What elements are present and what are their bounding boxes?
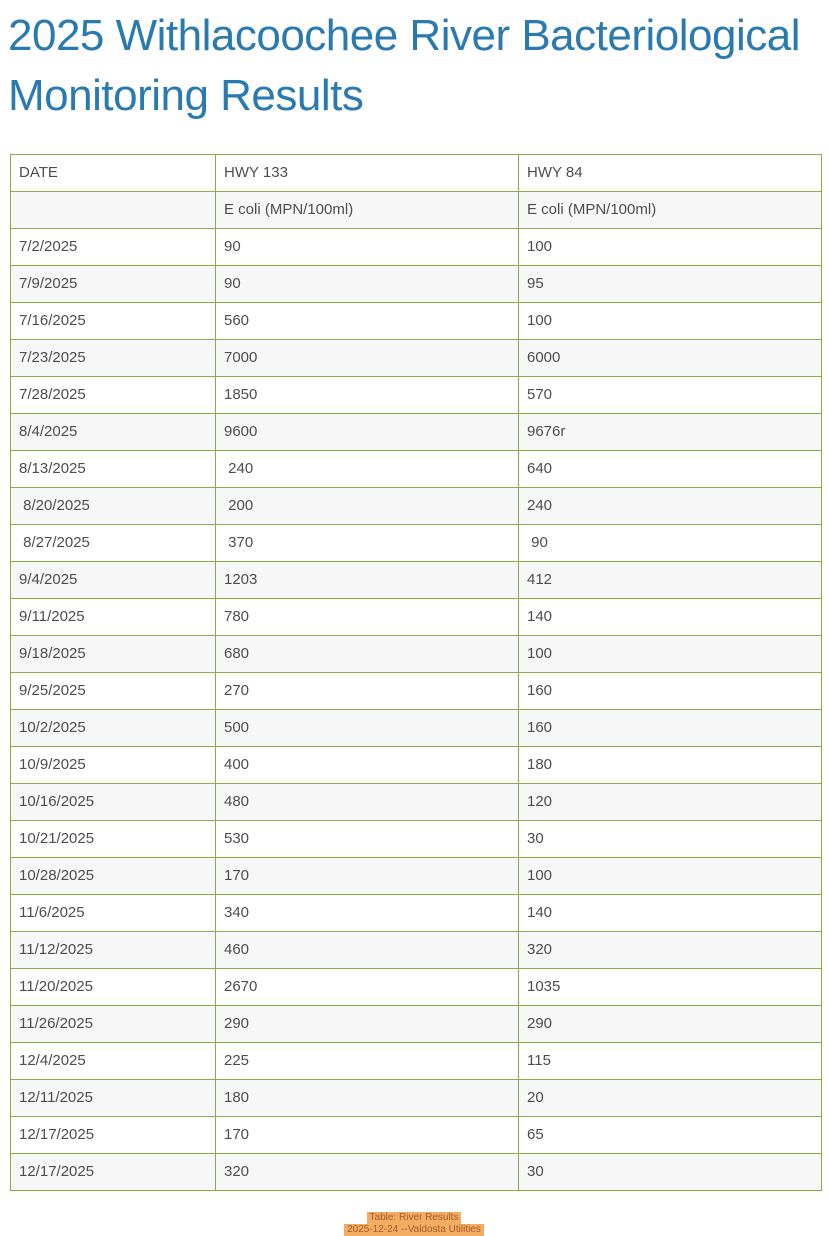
hwy133-cell: 290 — [216, 1006, 519, 1043]
hwy84-cell: 140 — [519, 895, 822, 932]
page-title — [0, 0, 828, 126]
table-row — [11, 858, 822, 895]
date-cell: 11/12/2025 — [11, 932, 216, 969]
hwy84-cell: 160 — [519, 673, 822, 710]
date-cell: 9/11/2025 — [11, 599, 216, 636]
hwy133-cell: 1203 — [216, 562, 519, 599]
hwy133-cell: 170 — [216, 858, 519, 895]
date-cell: 10/9/2025 — [11, 747, 216, 784]
header-cell-hwy133: HWY 133 — [216, 155, 519, 192]
hwy133-cell: 180 — [216, 1080, 519, 1117]
date-cell: 7/16/2025 — [11, 303, 216, 340]
table-row — [11, 599, 822, 636]
date-cell: 10/21/2025 — [11, 821, 216, 858]
hwy84-cell: 120 — [519, 784, 822, 821]
hwy133-cell: 2670 — [216, 969, 519, 1006]
hwy133-cell: 500 — [216, 710, 519, 747]
table-caption — [0, 1212, 828, 1236]
date-cell: 10/2/2025 — [11, 710, 216, 747]
table-row — [11, 636, 822, 673]
hwy84-cell: 320 — [519, 932, 822, 969]
hwy133-cell: 7000 — [216, 340, 519, 377]
date-cell: 9/25/2025 — [11, 673, 216, 710]
hwy133-cell: 270 — [216, 673, 519, 710]
caption-line-1: Table: River Results — [367, 1212, 462, 1224]
hwy84-cell: 9676r — [519, 414, 822, 451]
hwy133-cell: 400 — [216, 747, 519, 784]
hwy133-cell: 170 — [216, 1117, 519, 1154]
table-row — [11, 821, 822, 858]
hwy84-cell: 290 — [519, 1006, 822, 1043]
table-row — [11, 1080, 822, 1117]
date-cell: 8/20/2025 — [11, 488, 216, 525]
table-row — [11, 1117, 822, 1154]
header-row — [11, 155, 822, 192]
hwy133-cell: 370 — [216, 525, 519, 562]
results-table — [10, 154, 822, 1191]
hwy133-cell: 780 — [216, 599, 519, 636]
page-title-line-1: 2025 Withlacoochee River Bacteriological — [8, 11, 800, 60]
date-cell: 10/16/2025 — [11, 784, 216, 821]
hwy133-cell: 530 — [216, 821, 519, 858]
table-row — [11, 525, 822, 562]
date-cell: 11/6/2025 — [11, 895, 216, 932]
hwy84-cell: 140 — [519, 599, 822, 636]
subheader-cell-empty — [11, 192, 216, 229]
hwy84-cell: 240 — [519, 488, 822, 525]
hwy84-cell: 90 — [519, 525, 822, 562]
table-row — [11, 784, 822, 821]
date-cell: 8/13/2025 — [11, 451, 216, 488]
hwy133-cell: 460 — [216, 932, 519, 969]
hwy84-cell: 100 — [519, 303, 822, 340]
hwy84-cell: 1035 — [519, 969, 822, 1006]
table-row — [11, 1154, 822, 1191]
hwy84-cell: 20 — [519, 1080, 822, 1117]
table-row — [11, 340, 822, 377]
table-row — [11, 932, 822, 969]
hwy133-cell: 680 — [216, 636, 519, 673]
subheader-cell-ecoli-hwy133: E coli (MPN/100ml) — [216, 192, 519, 229]
hwy84-cell: 180 — [519, 747, 822, 784]
date-cell: 8/4/2025 — [11, 414, 216, 451]
hwy84-cell: 160 — [519, 710, 822, 747]
date-cell: 7/23/2025 — [11, 340, 216, 377]
table-row — [11, 710, 822, 747]
caption-line-2: 2025-12-24 --Valdosta Utilities — [344, 1224, 484, 1236]
table-row — [11, 1006, 822, 1043]
date-cell: 11/20/2025 — [11, 969, 216, 1006]
hwy133-cell: 90 — [216, 229, 519, 266]
date-cell: 7/9/2025 — [11, 266, 216, 303]
table-row — [11, 747, 822, 784]
table-row — [11, 895, 822, 932]
table-row — [11, 377, 822, 414]
date-cell: 7/28/2025 — [11, 377, 216, 414]
subheader-row — [11, 192, 822, 229]
hwy84-cell: 100 — [519, 229, 822, 266]
table-row — [11, 1043, 822, 1080]
hwy84-cell: 100 — [519, 858, 822, 895]
hwy84-cell: 30 — [519, 821, 822, 858]
header-cell-hwy84: HWY 84 — [519, 155, 822, 192]
table-row — [11, 229, 822, 266]
table-row — [11, 969, 822, 1006]
hwy84-cell: 100 — [519, 636, 822, 673]
hwy84-cell: 570 — [519, 377, 822, 414]
table-row — [11, 266, 822, 303]
date-cell: 12/17/2025 — [11, 1154, 216, 1191]
date-cell: 11/26/2025 — [11, 1006, 216, 1043]
date-cell: 12/17/2025 — [11, 1117, 216, 1154]
hwy133-cell: 560 — [216, 303, 519, 340]
table-row — [11, 303, 822, 340]
page-title-line-2: Monitoring Results — [8, 71, 364, 120]
hwy84-cell: 95 — [519, 266, 822, 303]
date-cell: 9/18/2025 — [11, 636, 216, 673]
date-cell: 10/28/2025 — [11, 858, 216, 895]
date-cell: 12/11/2025 — [11, 1080, 216, 1117]
subheader-cell-ecoli-hwy84: E coli (MPN/100ml) — [519, 192, 822, 229]
date-cell: 12/4/2025 — [11, 1043, 216, 1080]
hwy84-cell: 640 — [519, 451, 822, 488]
hwy133-cell: 480 — [216, 784, 519, 821]
hwy133-cell: 1850 — [216, 377, 519, 414]
hwy133-cell: 240 — [216, 451, 519, 488]
hwy133-cell: 225 — [216, 1043, 519, 1080]
header-cell-date: DATE — [11, 155, 216, 192]
table-row — [11, 488, 822, 525]
table-row — [11, 562, 822, 599]
hwy84-cell: 115 — [519, 1043, 822, 1080]
date-cell: 9/4/2025 — [11, 562, 216, 599]
hwy133-cell: 90 — [216, 266, 519, 303]
hwy84-cell: 65 — [519, 1117, 822, 1154]
hwy133-cell: 200 — [216, 488, 519, 525]
table-header — [11, 155, 822, 192]
table-body — [11, 192, 822, 1191]
hwy84-cell: 412 — [519, 562, 822, 599]
hwy84-cell: 6000 — [519, 340, 822, 377]
table-row — [11, 673, 822, 710]
hwy133-cell: 9600 — [216, 414, 519, 451]
table-row — [11, 451, 822, 488]
hwy133-cell: 340 — [216, 895, 519, 932]
date-cell: 8/27/2025 — [11, 525, 216, 562]
hwy133-cell: 320 — [216, 1154, 519, 1191]
table-row — [11, 414, 822, 451]
date-cell: 7/2/2025 — [11, 229, 216, 266]
hwy84-cell: 30 — [519, 1154, 822, 1191]
